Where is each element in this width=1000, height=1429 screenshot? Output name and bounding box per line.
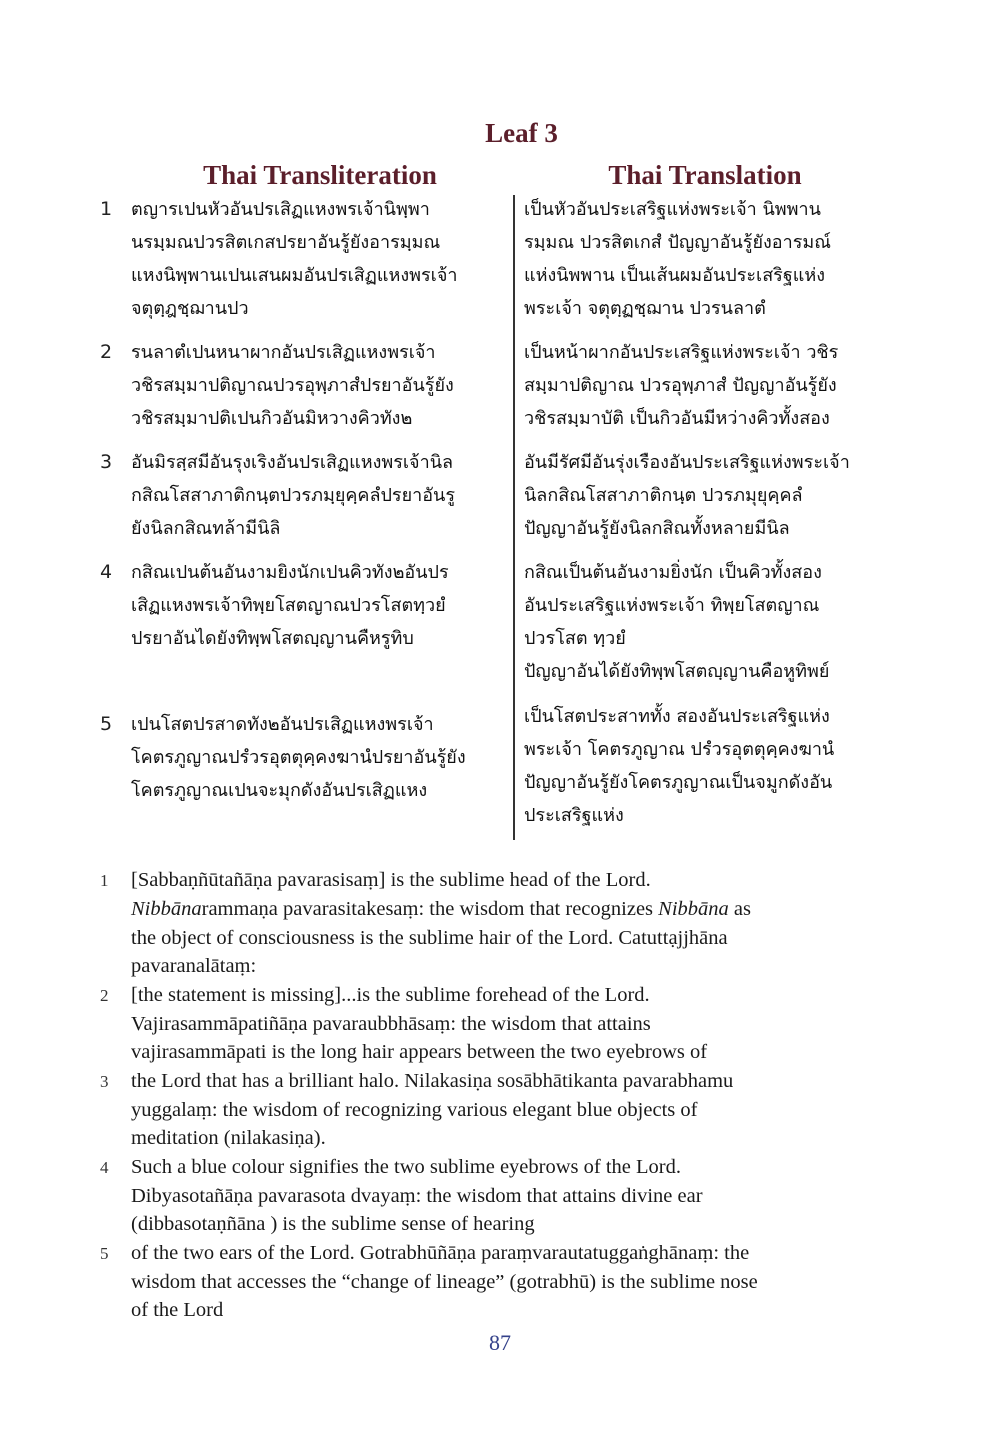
translation-cell xyxy=(524,446,904,545)
translation-line: ปัญญาอันรู้ยังนิลกสิณทั้งหลายมีนิล xyxy=(524,518,790,539)
footnote-line: wisdom that accesses the “change of lineage” (gotrabhū) is the sublime nose xyxy=(131,1271,758,1293)
column-divider xyxy=(513,195,515,840)
leaf-title: Leaf 3 xyxy=(485,118,558,148)
transliteration-line: ยังนิลกสิณทล้ามีนิลิ xyxy=(131,518,281,539)
transliteration-line: เสิฏแหงพรเจ้าทิพฺยโสตญาณปวรโสตทฺวยํ xyxy=(131,595,446,616)
footnote-line: of the two ears of the Lord. Gotrabhūñāṇa paraṃvarautatuggaṅghānaṃ: the xyxy=(131,1242,750,1264)
row-number: 3 xyxy=(100,451,113,473)
translation-line: พระเจ้า โคตรภูญาณ ปรํวรอุตตุคฺคงฆานํ xyxy=(524,739,835,760)
translation-cell xyxy=(524,700,904,832)
footnote-number: 2 xyxy=(100,986,109,1005)
footnote-line: the Lord that has a brilliant halo. Nilakasiṇa sosābhātikanta pavarabhamu xyxy=(131,1070,734,1092)
transliteration-line: กสิณเปนต้นอันงามยิงนักเปนคิวทัง๒อันปร xyxy=(131,562,449,583)
footnote-line: (dibbasotaṇñāna ) is the sublime sense of hearing xyxy=(131,1213,535,1235)
translation-line: ประเสริฐแห่ง xyxy=(524,805,624,826)
translation-line: อันมีรัศมีอันรุ่งเรืองอันประเสริฐแห่งพระเจ้า xyxy=(524,452,850,473)
footnote-line: [the statement is missing]...is the sublime forehead of the Lord. xyxy=(131,984,650,1006)
row-number: 2 xyxy=(100,341,113,363)
row-number: 1 xyxy=(100,198,113,220)
transliteration-cell xyxy=(131,708,506,807)
footnote-line: [Sabbaṇñūtañāṇa pavarasisaṃ] is the sublime head of the Lord. xyxy=(131,869,651,891)
transliteration-line: กสิณโสสาภาติกนฺตปวรภมฺยุคฺคลํปรยาอันรู xyxy=(131,485,456,506)
transliteration-line: นรมฺมณปวรสิตเกสปรยาอันรู้ยังอารมฺมณ xyxy=(131,232,441,253)
footnote-number: 4 xyxy=(100,1158,109,1177)
translation-line: อันประเสริฐแห่งพระเจ้า ทิพฺยโสตญาณ xyxy=(524,595,820,616)
translation-line: วชิรสมฺมาบัติ เป็นกิวอันมีหว่างคิวทั้งสอง xyxy=(524,408,830,429)
transliteration-line: เปนโสตปรสาดทัง๒อันปรเสิฏแหงพรเจ้า xyxy=(131,714,434,735)
transliteration-line: ปรยาอันไดยังทิพฺพโสตญฺญานคืหรูทิบ xyxy=(131,628,414,649)
transliteration-line: ตญารเปนหัวอันปรเสิฏแหงพรเจ้านิพฺพา xyxy=(131,199,430,220)
footnote-line: Dibyasotañāṇa pavarasota dvayaṃ: the wisdom that attains divine ear xyxy=(131,1185,703,1207)
row-number: 4 xyxy=(100,561,113,583)
translation-line: ปวรโสต ทฺวยํ xyxy=(524,628,626,649)
page-number: 87 xyxy=(489,1330,511,1355)
transliteration-line: รนลาตํเปนหนาผากอันปรเสิฏแหงพรเจ้า xyxy=(131,342,436,363)
footnote-text: as xyxy=(728,898,751,920)
transliteration-cell xyxy=(131,193,506,325)
translation-line: กสิณเป็นต้นอันงามยิ่งนัก เป็นคิวทั้งสอง xyxy=(524,562,822,583)
footnote-number: 3 xyxy=(100,1072,109,1091)
translation-line: ปัญญาอันได้ยังทิพฺพโสตญฺญานคือหูทิพย์ xyxy=(524,661,830,682)
transliteration-line: วชิรสมฺมาปติเปนกิวอันมิหวางคิวทัง๒ xyxy=(131,408,413,429)
transliteration-line: อันมิรสฺสมีอันรุงเริงอันปรเสิฏแหงพรเจ้านิล xyxy=(131,452,454,473)
transliteration-cell xyxy=(131,336,506,435)
footnote-italic: Nibbāna xyxy=(131,898,202,920)
footnote-line xyxy=(131,895,751,924)
translation-line: ปัญญาอันรู้ยังโคตรภูญาณเป็นจมูกดังอัน xyxy=(524,772,833,793)
translation-line: เป็นหน้าผากอันประเสริฐแห่งพระเจ้า วชิร xyxy=(524,342,839,363)
transliteration-line: วชิรสมฺมาปติญาณปวรอุพฺภาสํปรยาอันรู้ยัง xyxy=(131,375,454,396)
footnote-line: Vajirasammāpatiñāṇa pavaraubbhāsaṃ: the wisdom that attains xyxy=(131,1013,651,1035)
translation-line: นิลกสิณโสสาภาติกนฺต ปวรภมุยุคฺคลํ xyxy=(524,485,803,506)
transliteration-cell xyxy=(131,556,506,655)
transliteration-line: แหงนิพฺพานเปนเสนผมอันปรเสิฏแหงพรเจ้า xyxy=(131,265,458,286)
row-number: 5 xyxy=(100,713,113,735)
column-header-translation: Thai Translation xyxy=(608,160,802,190)
footnote-line: Such a blue colour signifies the two sublime eyebrows of the Lord. xyxy=(131,1156,681,1178)
transliteration-line: โคตรภูญาณปรํวรอุตตุคฺคงฆานํปรยาอันรู้ยัง xyxy=(131,747,466,768)
footnote-line: yuggalaṃ: the wisdom of recognizing various elegant blue objects of xyxy=(131,1099,698,1121)
transliteration-line: โคตรภูญาณเปนจะมุกดังอันปรเสิฏแหง xyxy=(131,780,428,801)
translation-line: เป็นโสตประสาททั้ง สองอันประเสริฐแห่ง xyxy=(524,706,830,727)
translation-line: สมฺมาปติญาณ ปวรอุพฺภาสํ ปัญญาอันรู้ยัง xyxy=(524,375,837,396)
footnote-line: of the Lord xyxy=(131,1299,224,1321)
translation-cell xyxy=(524,336,904,435)
footnote-italic: Nibbāna xyxy=(658,898,729,920)
footnote-line: meditation (nilakasiṇa). xyxy=(131,1127,326,1149)
footnote-line: pavaranalātaṃ: xyxy=(131,955,257,977)
translation-cell xyxy=(524,556,904,688)
transliteration-line: จตุตฺฎชฺฌานปว xyxy=(131,298,249,319)
translation-line: แห่งนิพพาน เป็นเส้นผมอันประเสริฐแห่ง xyxy=(524,265,826,286)
footnote-text: rammaṇa pavarasitakesaṃ: the wisdom that recognizes xyxy=(201,898,659,920)
footnote-line: vajirasammāpati is the long hair appears between the two eyebrows of xyxy=(131,1041,708,1063)
column-header-transliteration: Thai Transliteration xyxy=(203,160,437,190)
transliteration-cell xyxy=(131,446,506,545)
footnote-number: 5 xyxy=(100,1244,109,1263)
translation-line: รมฺมณ ปวรสิตเกสํ ปัญญาอันรู้ยังอารมณ์ xyxy=(524,232,831,253)
translation-line: พระเจ้า จตุตฺฏชฺฌาน ปวรนลาตํ xyxy=(524,298,766,319)
footnote-number: 1 xyxy=(100,871,109,890)
footnote-line: the object of consciousness is the sublime hair of the Lord. Catuttạjjhāna xyxy=(131,927,728,949)
translation-line: เป็นหัวอันประเสริฐแห่งพระเจ้า นิพพาน xyxy=(524,199,821,220)
translation-cell xyxy=(524,193,904,325)
